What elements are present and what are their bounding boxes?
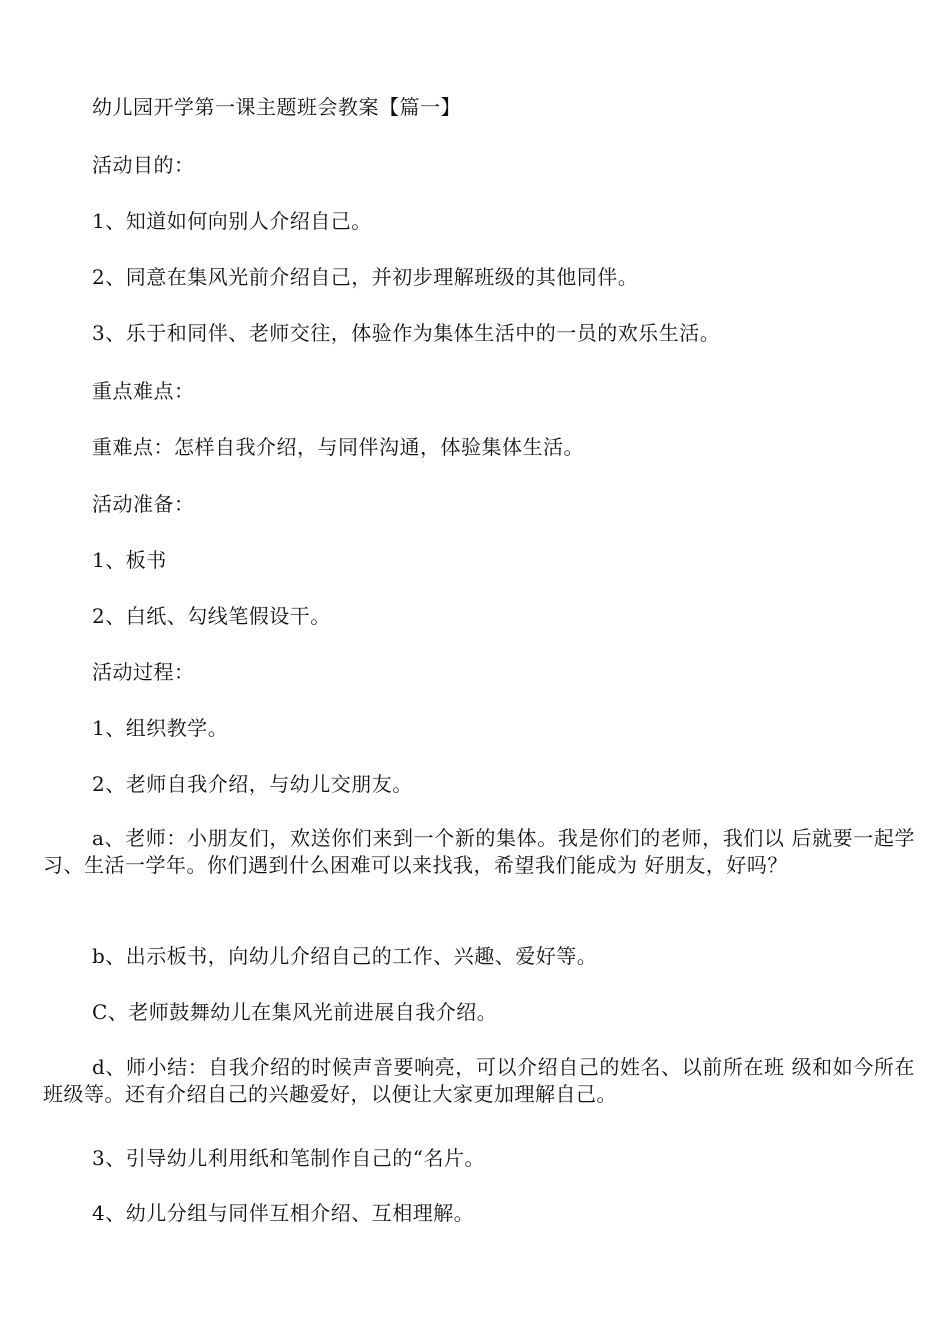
goal-item: 2、同意在集风光前介绍自己，并初步理解班级的其他同伴。 xyxy=(92,265,639,289)
process-item: 4、幼儿分组与同伴互相介绍、互相理解。 xyxy=(92,1201,475,1225)
preparation-item: 1、板书 xyxy=(92,548,167,572)
key-points-text: 重难点：怎样自我介绍，与同伴沟通，体验集体生活。 xyxy=(92,435,584,459)
goal-item: 3、乐于和同伴、老师交往，体验作为集体生活中的一员的欢乐生活。 xyxy=(92,321,721,345)
preparation-item: 2、白纸、勾线笔假设干。 xyxy=(92,604,331,628)
process-item: 3、引导幼儿利用纸和笔制作自己的“名片。 xyxy=(92,1146,485,1170)
goals-heading: 活动目的： xyxy=(92,153,195,177)
preparation-heading: 活动准备： xyxy=(92,492,195,516)
goal-item: 1、知道如何向别人介绍自己。 xyxy=(92,209,372,233)
process-item: 1、组织教学。 xyxy=(92,716,229,740)
key-points-heading: 重点难点： xyxy=(92,379,195,403)
process-sub-item: b、出示板书，向幼儿介绍自己的工作、兴趣、爱好等。 xyxy=(92,944,598,968)
process-sub-item: d、师小结：自我介绍的时候声音要响亮，可以介绍自己的姓名、以前所在班 级和如今所在班级等。还有介绍自己的兴趣爱好，以便让大家更加理解自己。 xyxy=(43,1055,915,1106)
process-item: 2、老师自我介绍，与幼儿交朋友。 xyxy=(92,772,413,796)
process-sub-item: a、老师：小朋友们，欢送你们来到一个新的集体。我是你们的老师，我们以 后就要一起学习、生活一学年。你们遇到什么困难可以来找我，希望我们能成为 好朋友，好吗？ xyxy=(43,826,915,877)
document-title: 幼儿园开学第一课主题班会教案【篇一】 xyxy=(92,95,461,119)
process-heading: 活动过程： xyxy=(92,660,195,684)
process-sub-item: C、老师鼓舞幼儿在集风光前进展自我介绍。 xyxy=(92,1000,498,1024)
